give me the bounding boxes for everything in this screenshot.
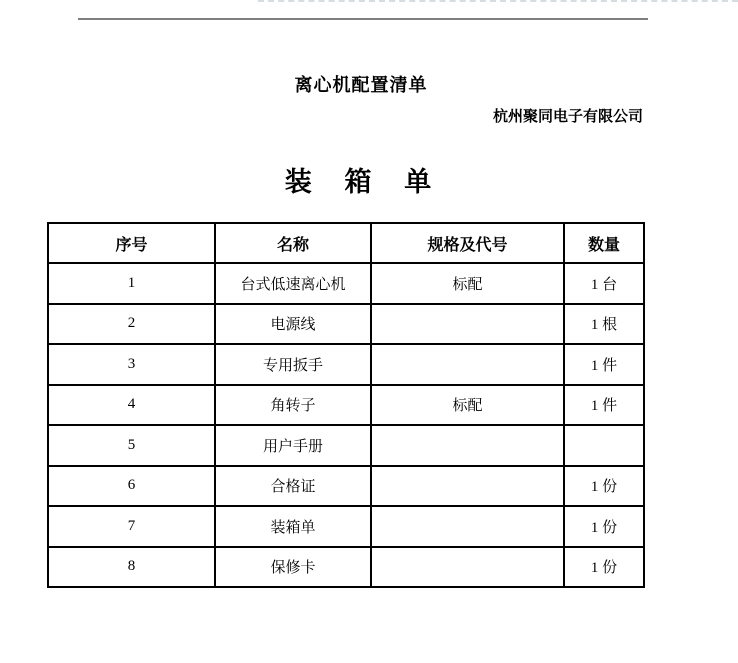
cell-qty: 1 件 xyxy=(564,385,644,426)
cell-name: 电源线 xyxy=(215,304,371,345)
header-cell-name: 名称 xyxy=(215,223,371,263)
table-row xyxy=(48,425,644,466)
cell-no: 6 xyxy=(48,466,215,507)
table-header-row xyxy=(48,223,644,263)
table-row xyxy=(48,506,644,547)
cell-name: 角转子 xyxy=(215,385,371,426)
cell-no: 7 xyxy=(48,506,215,547)
table-row xyxy=(48,344,644,385)
cell-spec: 标配 xyxy=(371,263,564,304)
cell-spec xyxy=(371,466,564,507)
cell-no: 5 xyxy=(48,425,215,466)
table-row xyxy=(48,263,644,304)
table-row xyxy=(48,466,644,507)
cell-name: 台式低速离心机 xyxy=(215,263,371,304)
cell-name: 合格证 xyxy=(215,466,371,507)
cell-qty xyxy=(564,425,644,466)
cell-no: 4 xyxy=(48,385,215,426)
cell-no: 2 xyxy=(48,304,215,345)
table-row xyxy=(48,385,644,426)
cell-qty: 1 根 xyxy=(564,304,644,345)
cell-no: 8 xyxy=(48,547,215,588)
packing-list-table xyxy=(47,222,645,588)
cell-spec xyxy=(371,425,564,466)
top-edge-dashed-artifact xyxy=(258,0,738,2)
cell-name: 装箱单 xyxy=(215,506,371,547)
cell-spec xyxy=(371,304,564,345)
cell-qty: 1 份 xyxy=(564,466,644,507)
header-cell-spec: 规格及代号 xyxy=(371,223,564,263)
cell-qty: 1 件 xyxy=(564,344,644,385)
cell-qty: 1 份 xyxy=(564,547,644,588)
cell-spec: 标配 xyxy=(371,385,564,426)
cell-spec xyxy=(371,506,564,547)
cell-spec xyxy=(371,547,564,588)
company-name: 杭州聚同电子有限公司 xyxy=(492,109,643,125)
cell-no: 1 xyxy=(48,263,215,304)
cell-qty: 1 台 xyxy=(564,263,644,304)
cell-no: 3 xyxy=(48,344,215,385)
cell-qty: 1 份 xyxy=(564,506,644,547)
cell-name: 保修卡 xyxy=(215,547,371,588)
header-divider-rule xyxy=(78,18,648,20)
packing-list-title: 装 箱 单 xyxy=(284,167,432,197)
table-row xyxy=(48,547,644,588)
cell-name: 专用扳手 xyxy=(215,344,371,385)
table-row xyxy=(48,304,644,345)
header-cell-qty: 数量 xyxy=(564,223,644,263)
header-cell-no: 序号 xyxy=(48,223,215,263)
document-title: 离心机配置清单 xyxy=(294,75,428,95)
cell-spec xyxy=(371,344,564,385)
cell-name: 用户手册 xyxy=(215,425,371,466)
